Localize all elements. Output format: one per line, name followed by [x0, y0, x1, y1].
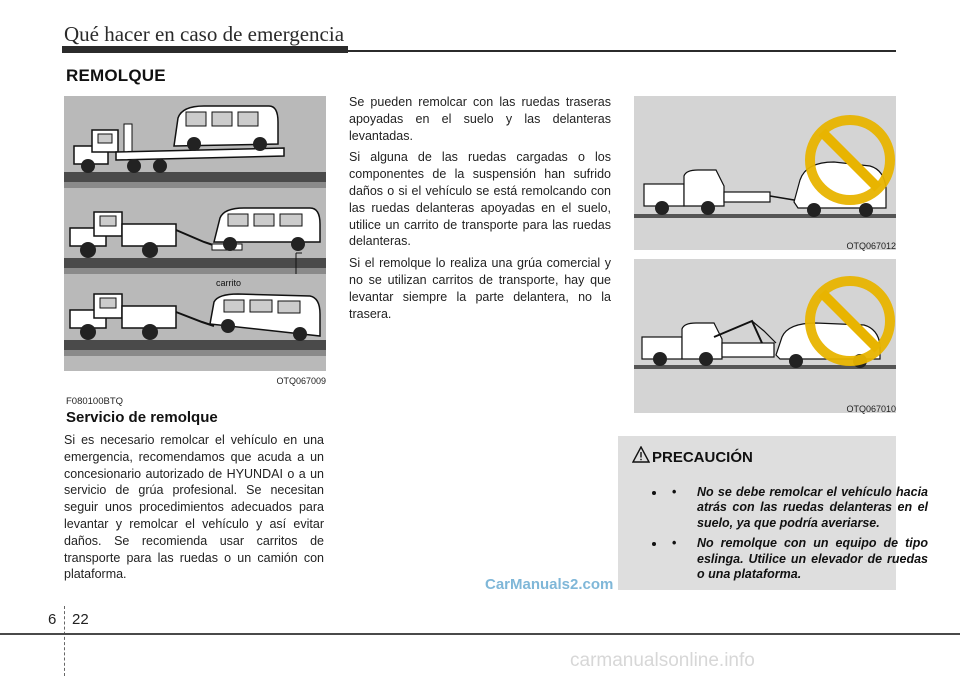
header-rule — [348, 50, 896, 52]
warning-triangle-icon — [632, 446, 650, 464]
carmanuals2-watermark: CarManuals2.com — [485, 576, 614, 593]
middle-paragraph-2: Si alguna de las ruedas cargadas o los componentes de la suspensión han sufrido daños o si el vehículo se está remolcando con las ruedas delanteras apoyadas en el suelo, utilice un carrito de transporte para las ruedas delanteras. — [349, 150, 611, 249]
middle-paragraph-3: Si el remolque lo realiza una grúa comercial y no se utilizan carritos de transporte, hay que levantar siempre la parte delantera, no la trasera. — [349, 256, 611, 321]
caution-item: • • No remolque con un equipo de tipo eslinga. Utilice un elevador de ruedas o una plataforma. — [666, 536, 928, 583]
right-bottom-figure-code: OTQ067010 — [846, 404, 896, 414]
page-number: 22 — [72, 611, 89, 628]
towing-methods-illustration — [64, 96, 326, 371]
middle-paragraph-1: Se pueden remolcar con las ruedas traseras apoyadas en el suelo y las delanteras levantadas. — [349, 95, 611, 143]
page-header-title: Qué hacer en caso de emergencia — [64, 22, 345, 46]
service-section-code: F080100BTQ — [66, 396, 124, 407]
chapter-number: 6 — [48, 611, 57, 628]
right-top-figure-code: OTQ067012 — [846, 241, 896, 251]
towing-methods-drawing — [64, 96, 326, 371]
caution-title: PRECAUCIÓN — [652, 449, 753, 466]
service-paragraph: Si es necesario remolcar el vehículo en una emergencia, recomendamos que acuda a un concesionario autorizado de HYUNDAI o a un servicio de grúa profesional. Se necesitan seguir unos procedimientos adecuados para levantar y remolcar el vehículo y así evitar daños. Se recomienda usar carritos de transporte para las ruedas o un camión con plataforma. — [64, 433, 324, 582]
service-section-title: Servicio de remolque — [66, 409, 218, 426]
prohibited-towing-illustration-1 — [634, 96, 896, 250]
page-number-divider — [64, 606, 65, 676]
prohibited-towing-drawing-2 — [634, 259, 896, 413]
section-title: REMOLQUE — [66, 66, 166, 85]
site-watermark: carmanualsonline.info — [570, 650, 755, 671]
dolly-callout-label: carrito — [216, 278, 242, 288]
caution-item: • • No se debe remolcar el vehículo hacia atrás con las ruedas delanteras en el suelo, ya que podría averiarse. — [666, 485, 928, 532]
footer-rule — [0, 633, 960, 635]
left-figure-code: OTQ067009 — [276, 376, 326, 386]
middle-column — [349, 94, 611, 327]
caution-list — [626, 485, 928, 589]
prohibited-towing-illustration-2 — [634, 259, 896, 413]
header-bar — [62, 46, 348, 53]
prohibited-towing-drawing-1 — [634, 96, 896, 250]
